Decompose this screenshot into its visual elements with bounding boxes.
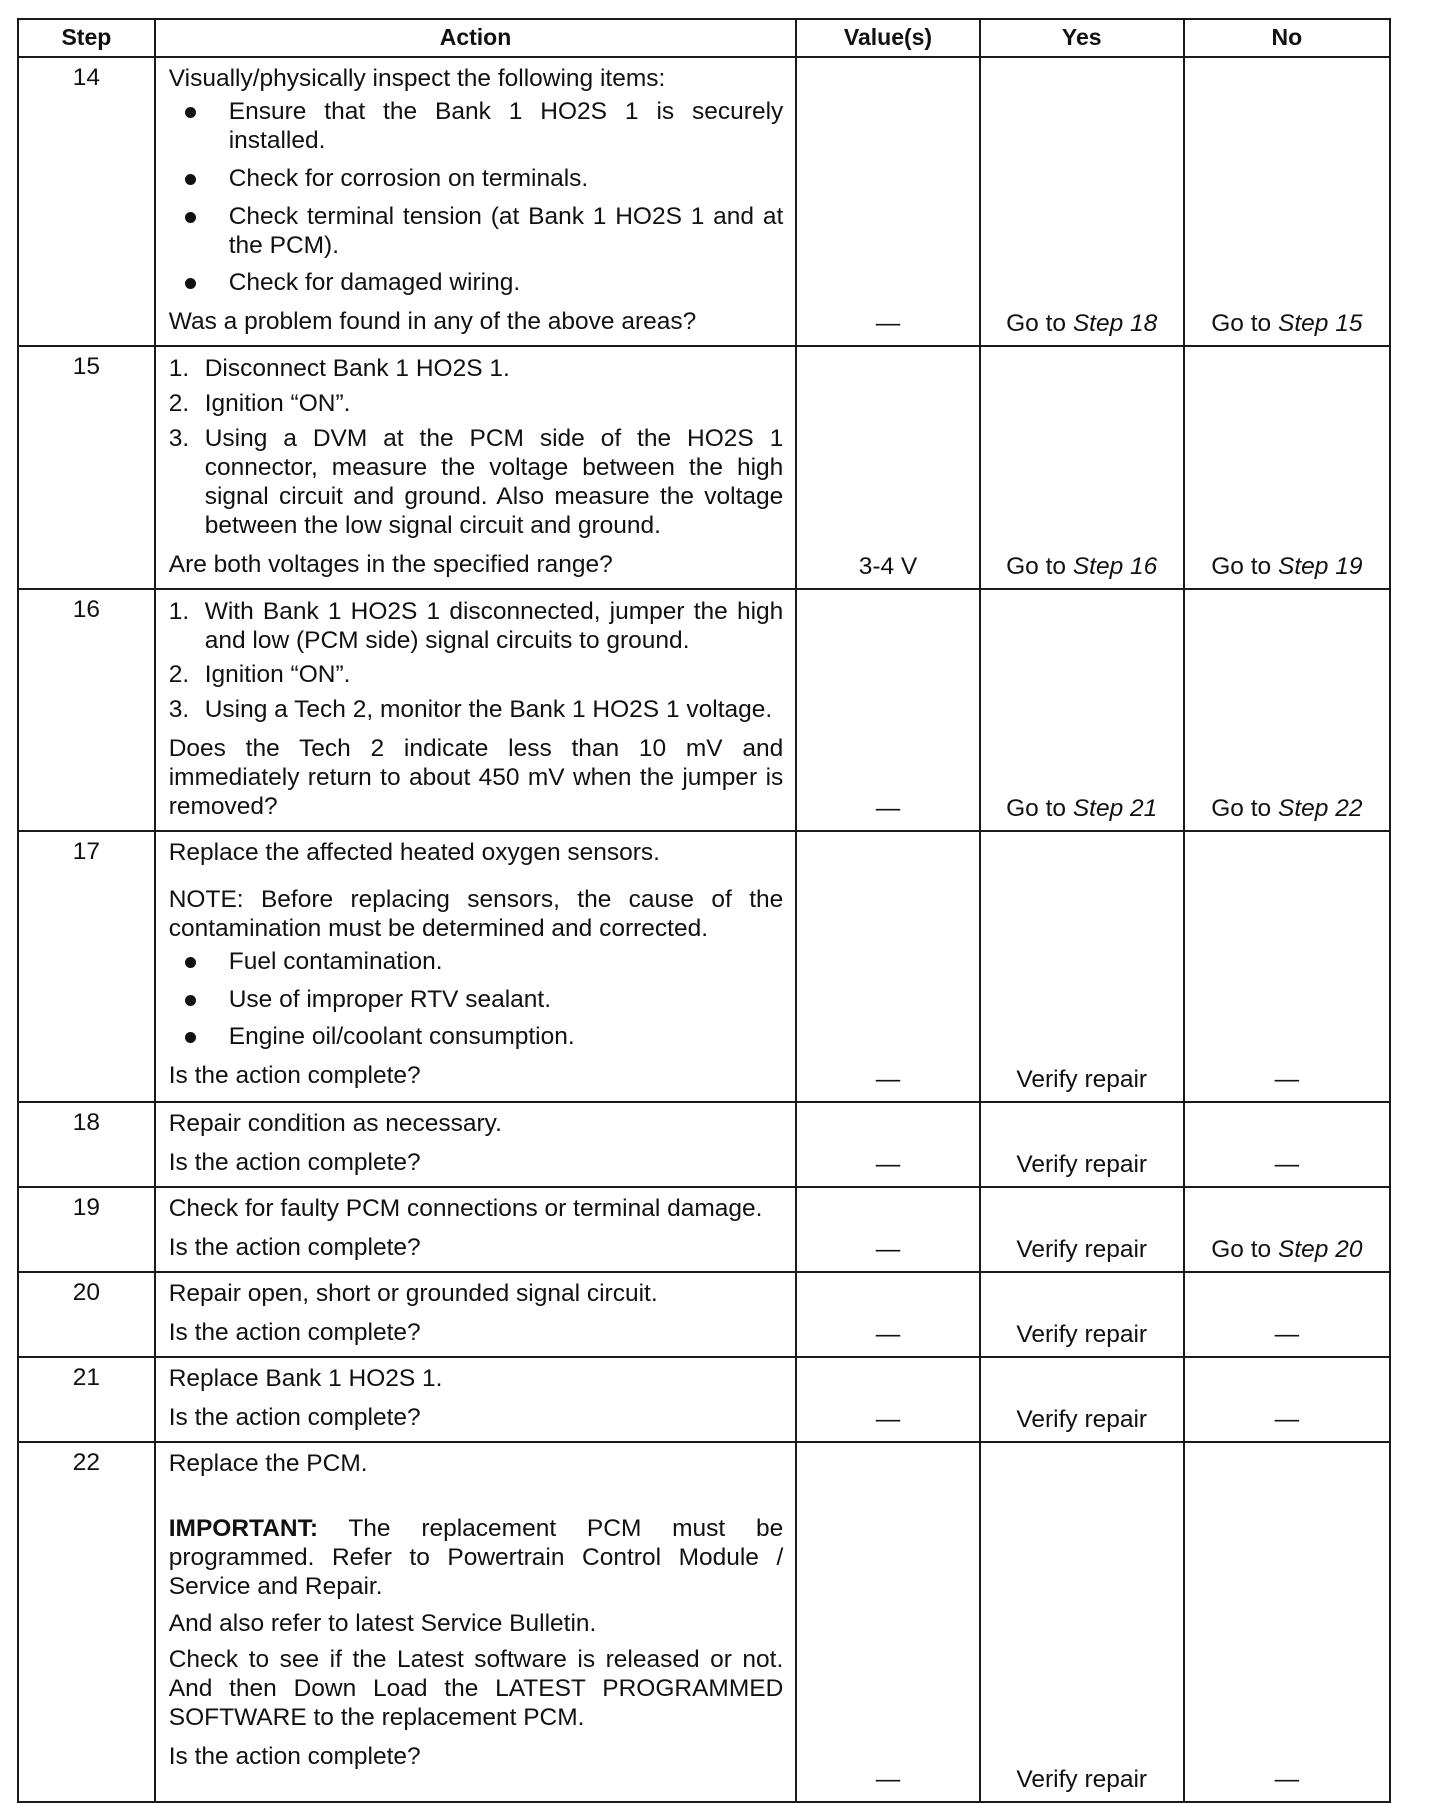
item-number: 3. — [168, 696, 190, 724]
header-action: Action — [155, 19, 797, 57]
action-cell — [155, 57, 797, 346]
no-step-link: Step 20 — [1277, 1236, 1363, 1264]
action-intro: Replace the affected heated oxygen sensors. — [168, 838, 660, 866]
action-question: Is the action complete? — [168, 1318, 421, 1346]
action-question: Is the action complete? — [168, 1062, 421, 1090]
step-number: 22 — [18, 1442, 155, 1802]
action-note: NOTE: Before replacing sensors, the cause of the contamination must be determined and corrected. — [168, 885, 784, 942]
header-row — [18, 19, 1390, 57]
no-cell — [1184, 589, 1390, 831]
bullet-list — [169, 948, 784, 1053]
action-cell — [155, 1442, 797, 1802]
table-row — [18, 831, 1390, 1102]
value-cell: — — [796, 1272, 979, 1357]
step-number: 16 — [18, 589, 155, 831]
yes-cell: Verify repair — [980, 1357, 1184, 1442]
action-question: Is the action complete? — [168, 1148, 421, 1176]
action-intro: Repair condition as necessary. — [168, 1109, 502, 1137]
table-row — [18, 1102, 1390, 1187]
action-extra: And also refer to latest Service Bulletin. — [168, 1609, 597, 1637]
header-yes: Yes — [980, 19, 1184, 57]
table-row — [18, 346, 1390, 588]
action-intro: Repair open, short or grounded signal circuit. — [168, 1279, 658, 1307]
important-text: The replacement PCM must be programmed. Refer to Powertrain Control Module / Service and Repair. — [168, 1514, 784, 1600]
step-number: 18 — [18, 1102, 155, 1187]
no-prefix: Go to — [1211, 1236, 1278, 1264]
action-intro: Replace the PCM. — [168, 1449, 368, 1477]
no-prefix: Go to — [1211, 310, 1278, 338]
step-number: 20 — [18, 1272, 155, 1357]
value-cell: — — [796, 589, 979, 831]
yes-cell — [980, 589, 1184, 831]
yes-prefix: Go to — [1006, 795, 1073, 823]
item-number: 3. — [168, 425, 190, 453]
step-number: 21 — [18, 1357, 155, 1442]
table-row — [18, 1357, 1390, 1442]
header-values: Value(s) — [796, 19, 979, 57]
value-cell: — — [796, 1442, 979, 1802]
value-cell: — — [796, 1357, 979, 1442]
item-text: With Bank 1 HO2S 1 disconnected, jumper the high and low (PCM side) signal circuits to ground. — [204, 597, 784, 654]
item-number: 2. — [168, 661, 190, 689]
item-number: 1. — [168, 355, 190, 383]
no-cell: — — [1184, 1442, 1390, 1802]
item-text: Disconnect Bank 1 HO2S 1. — [204, 355, 510, 383]
action-intro: Replace Bank 1 HO2S 1. — [168, 1364, 443, 1392]
step-number: 19 — [18, 1187, 155, 1272]
bullet-item: Engine oil/coolant consumption. — [169, 1023, 784, 1052]
yes-cell: Verify repair — [980, 1102, 1184, 1187]
diagnostic-table — [17, 18, 1391, 1803]
bullet-item: Check for corrosion on terminals. — [169, 165, 784, 194]
numbered-item — [169, 661, 784, 690]
no-cell — [1184, 1187, 1390, 1272]
yes-step-link: Step 16 — [1072, 552, 1158, 580]
important-label: IMPORTANT: — [168, 1514, 318, 1542]
numbered-list — [169, 355, 784, 540]
no-prefix: Go to — [1211, 795, 1278, 823]
action-intro: Visually/physically inspect the following items: — [168, 65, 666, 92]
yes-cell: Verify repair — [980, 1442, 1184, 1802]
no-step-link: Step 15 — [1277, 310, 1363, 338]
step-number: 17 — [18, 831, 155, 1102]
no-prefix: Go to — [1211, 552, 1278, 580]
numbered-item — [169, 598, 784, 656]
action-cell — [155, 1357, 797, 1442]
no-cell: — — [1184, 831, 1390, 1102]
step-number: 15 — [18, 346, 155, 588]
action-question: Does the Tech 2 indicate less than 10 mV and immediately return to about 450 mV when the jumper is removed? — [168, 735, 784, 821]
table-row — [18, 1187, 1390, 1272]
action-question: Was a problem found in any of the above areas? — [168, 308, 697, 336]
value-cell: 3-4 V — [796, 346, 979, 588]
yes-step-link: Step 21 — [1072, 795, 1158, 823]
bullet-item: Ensure that the Bank 1 HO2S 1 is securely installed. — [169, 98, 784, 156]
action-question: Is the action complete? — [168, 1743, 421, 1771]
item-number: 1. — [168, 597, 190, 625]
yes-cell: Verify repair — [980, 1272, 1184, 1357]
item-text: Ignition “ON”. — [204, 661, 351, 689]
action-cell — [155, 1272, 797, 1357]
no-cell: — — [1184, 1272, 1390, 1357]
yes-cell: Verify repair — [980, 831, 1184, 1102]
yes-cell — [980, 57, 1184, 346]
table-row — [18, 57, 1390, 346]
no-cell: — — [1184, 1102, 1390, 1187]
important-note — [169, 1515, 784, 1602]
item-text: Using a Tech 2, monitor the Bank 1 HO2S 1 voltage. — [204, 696, 773, 724]
item-text: Using a DVM at the PCM side of the HO2S 1 connector, measure the voltage between the high signal circuit and ground. Also measure the voltage between the low signal circuit and ground. — [204, 425, 784, 539]
action-cell — [155, 346, 797, 588]
yes-prefix: Go to — [1006, 552, 1073, 580]
action-intro: Check for faulty PCM connections or terminal damage. — [168, 1194, 763, 1222]
action-question: Are both voltages in the specified range? — [168, 550, 613, 578]
bullet-item: Fuel contamination. — [169, 948, 784, 977]
value-cell: — — [796, 1102, 979, 1187]
bullet-item: Check for damaged wiring. — [169, 269, 784, 298]
action-cell — [155, 1102, 797, 1187]
action-extra: Check to see if the Latest software is released or not. And then Down Load the LATEST PROGRAMMED SOFTWARE to the replacement PCM. — [168, 1646, 784, 1732]
yes-cell — [980, 346, 1184, 588]
bullet-item: Use of improper RTV sealant. — [169, 986, 784, 1015]
no-cell — [1184, 346, 1390, 588]
step-number: 14 — [18, 57, 155, 346]
numbered-item — [169, 696, 784, 725]
no-step-link: Step 22 — [1277, 795, 1363, 823]
table-row — [18, 1442, 1390, 1802]
no-cell: — — [1184, 1357, 1390, 1442]
bullet-list — [169, 98, 784, 298]
header-step: Step — [18, 19, 155, 57]
no-cell — [1184, 57, 1390, 346]
numbered-item — [169, 355, 784, 384]
action-cell — [155, 589, 797, 831]
value-cell: — — [796, 57, 979, 346]
table-row — [18, 589, 1390, 831]
action-question: Is the action complete? — [168, 1403, 421, 1431]
value-cell: — — [796, 1187, 979, 1272]
yes-step-link: Step 18 — [1072, 310, 1158, 338]
numbered-list — [169, 598, 784, 726]
yes-cell: Verify repair — [980, 1187, 1184, 1272]
table-row — [18, 1272, 1390, 1357]
value-cell: — — [796, 831, 979, 1102]
numbered-item — [169, 425, 784, 541]
no-step-link: Step 19 — [1277, 552, 1363, 580]
action-cell — [155, 831, 797, 1102]
action-question: Is the action complete? — [168, 1233, 421, 1261]
bullet-item: Check terminal tension (at Bank 1 HO2S 1 and at the PCM). — [169, 203, 784, 261]
item-text: Ignition “ON”. — [204, 390, 351, 418]
numbered-item — [169, 390, 784, 419]
yes-prefix: Go to — [1006, 310, 1073, 338]
action-cell — [155, 1187, 797, 1272]
item-number: 2. — [168, 390, 190, 418]
header-no: No — [1184, 19, 1390, 57]
